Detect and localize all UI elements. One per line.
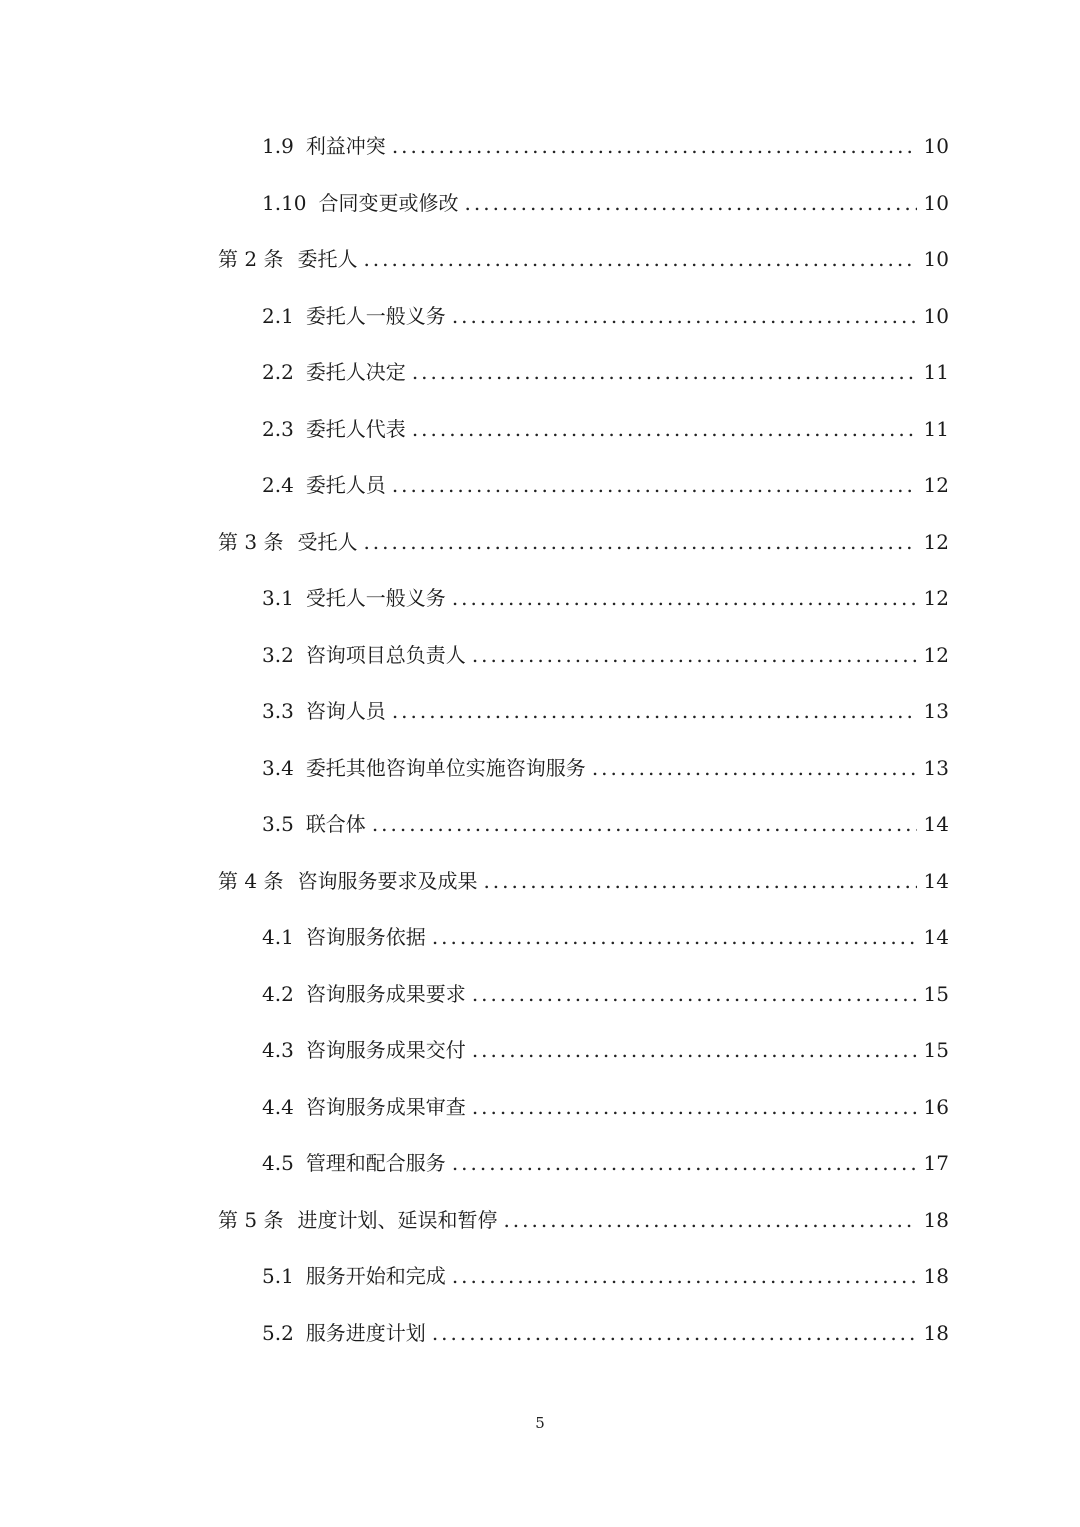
toc-entry-page: 18 — [923, 1207, 949, 1232]
toc-entry[interactable] — [0, 909, 1080, 966]
page-number: 5 — [535, 1414, 545, 1432]
toc-entry[interactable] — [0, 344, 1080, 401]
toc-entry-page: 18 — [923, 1320, 949, 1345]
toc-entry-number: 5.1 — [262, 1264, 294, 1289]
toc-entry-page: 14 — [923, 868, 949, 893]
toc-entry-title: 咨询人员 — [305, 699, 386, 724]
toc-leader-dots — [363, 514, 917, 570]
toc-entry-title: 咨询服务成果交付 — [305, 1038, 466, 1063]
toc-entry-number: 4.1 — [262, 925, 294, 950]
toc-entry-number: 第 4 条 — [218, 868, 284, 893]
toc-entry-number: 第 3 条 — [218, 529, 284, 554]
toc-entry[interactable] — [0, 683, 1080, 740]
toc-entry[interactable] — [0, 401, 1080, 458]
toc-leader-dots — [432, 909, 917, 965]
toc-entry-number: 3.5 — [262, 812, 294, 837]
toc-entry-page: 15 — [923, 1038, 949, 1063]
toc-entry[interactable] — [0, 1305, 1080, 1362]
toc-entry-page: 12 — [923, 473, 949, 498]
toc-entry-page: 11 — [923, 416, 949, 441]
toc-leader-dots — [392, 683, 917, 739]
toc-leader-dots — [472, 966, 917, 1022]
toc-entry-title: 联合体 — [305, 812, 366, 837]
toc-entry-title: 咨询服务要求及成果 — [297, 868, 478, 893]
toc-leader-dots — [452, 288, 917, 344]
toc-entry-page: 10 — [923, 247, 949, 272]
toc-entry-title: 委托人员 — [305, 473, 386, 498]
toc-leader-dots — [452, 570, 917, 626]
toc-leader-dots — [392, 118, 917, 174]
toc-entry[interactable] — [0, 231, 1080, 288]
toc-entry[interactable] — [0, 175, 1080, 232]
toc-entry[interactable] — [0, 288, 1080, 345]
toc-leader-dots — [412, 344, 917, 400]
toc-entry[interactable] — [0, 514, 1080, 571]
toc-entry[interactable] — [0, 966, 1080, 1023]
toc-entry-title: 委托人决定 — [305, 360, 406, 385]
toc-entry[interactable] — [0, 853, 1080, 910]
toc-entry-number: 4.3 — [262, 1038, 294, 1063]
toc-entry-page: 15 — [923, 981, 949, 1006]
toc-entry-page: 13 — [923, 755, 949, 780]
toc-entry-page: 12 — [923, 642, 949, 667]
toc-entry-number: 1.9 — [262, 134, 294, 159]
toc-leader-dots — [452, 1135, 917, 1191]
toc-entry-number: 3.4 — [262, 755, 294, 780]
toc-entry[interactable] — [0, 1079, 1080, 1136]
toc-entry[interactable] — [0, 570, 1080, 627]
toc-entry-title: 合同变更或修改 — [318, 190, 459, 215]
toc-entry[interactable] — [0, 627, 1080, 684]
toc-entry-title: 委托其他咨询单位实施咨询服务 — [305, 755, 586, 780]
toc-entry[interactable] — [0, 1135, 1080, 1192]
toc-leader-dots — [363, 231, 917, 287]
toc-entry[interactable] — [0, 1022, 1080, 1079]
toc-entry-title: 委托人代表 — [305, 416, 406, 441]
toc-entry-page: 16 — [923, 1094, 949, 1119]
table-of-contents — [0, 118, 1080, 1361]
toc-entry-number: 2.3 — [262, 416, 294, 441]
toc-entry-number: 第 5 条 — [218, 1207, 284, 1232]
toc-entry[interactable] — [0, 118, 1080, 175]
toc-entry-number: 2.4 — [262, 473, 294, 498]
toc-entry-title: 咨询服务成果审查 — [305, 1094, 466, 1119]
toc-entry-title: 服务进度计划 — [305, 1320, 426, 1345]
toc-entry-number: 4.2 — [262, 981, 294, 1006]
toc-leader-dots — [392, 457, 917, 513]
toc-entry-title: 服务开始和完成 — [305, 1264, 446, 1289]
toc-entry-page: 10 — [923, 190, 949, 215]
toc-entry-page: 12 — [923, 529, 949, 554]
toc-entry-number: 3.1 — [262, 586, 294, 611]
toc-entry-page: 14 — [923, 812, 949, 837]
toc-entry-title: 咨询服务成果要求 — [305, 981, 466, 1006]
toc-entry-number: 2.1 — [262, 303, 294, 328]
toc-leader-dots — [472, 1079, 917, 1135]
toc-entry-page: 17 — [923, 1151, 949, 1176]
toc-entry-page: 13 — [923, 699, 949, 724]
toc-leader-dots — [372, 796, 917, 852]
toc-leader-dots — [432, 1305, 917, 1361]
toc-entry-title: 咨询服务依据 — [305, 925, 426, 950]
toc-entry-number: 第 2 条 — [218, 247, 284, 272]
toc-entry-page: 10 — [923, 303, 949, 328]
toc-leader-dots — [472, 1022, 917, 1078]
toc-leader-dots — [503, 1192, 917, 1248]
toc-leader-dots — [412, 401, 917, 457]
toc-entry-number: 1.10 — [262, 190, 307, 215]
toc-entry-title: 管理和配合服务 — [305, 1151, 446, 1176]
toc-entry-page: 12 — [923, 586, 949, 611]
toc-entry-number: 4.4 — [262, 1094, 294, 1119]
toc-entry-title: 委托人 — [297, 247, 358, 272]
toc-entry[interactable] — [0, 1248, 1080, 1305]
toc-entry-number: 3.3 — [262, 699, 294, 724]
toc-entry[interactable] — [0, 796, 1080, 853]
toc-entry-number: 5.2 — [262, 1320, 294, 1345]
toc-entry-number: 3.2 — [262, 642, 294, 667]
toc-leader-dots — [465, 175, 917, 231]
toc-entry-number: 4.5 — [262, 1151, 294, 1176]
toc-entry[interactable] — [0, 740, 1080, 797]
toc-entry-title: 委托人一般义务 — [305, 303, 446, 328]
toc-entry-number: 2.2 — [262, 360, 294, 385]
toc-entry-title: 进度计划、延误和暂停 — [297, 1207, 498, 1232]
toc-leader-dots — [452, 1248, 917, 1304]
toc-leader-dots — [592, 740, 917, 796]
toc-leader-dots — [483, 853, 917, 909]
toc-entry-title: 咨询项目总负责人 — [305, 642, 466, 667]
toc-entry-page: 11 — [923, 360, 949, 385]
toc-leader-dots — [472, 627, 917, 683]
toc-entry-page: 18 — [923, 1264, 949, 1289]
toc-entry-page: 10 — [923, 134, 949, 159]
toc-entry[interactable] — [0, 1192, 1080, 1249]
toc-entry-page: 14 — [923, 925, 949, 950]
toc-entry-title: 利益冲突 — [305, 134, 386, 159]
toc-entry[interactable] — [0, 457, 1080, 514]
toc-entry-title: 受托人一般义务 — [305, 586, 446, 611]
toc-entry-title: 受托人 — [297, 529, 358, 554]
